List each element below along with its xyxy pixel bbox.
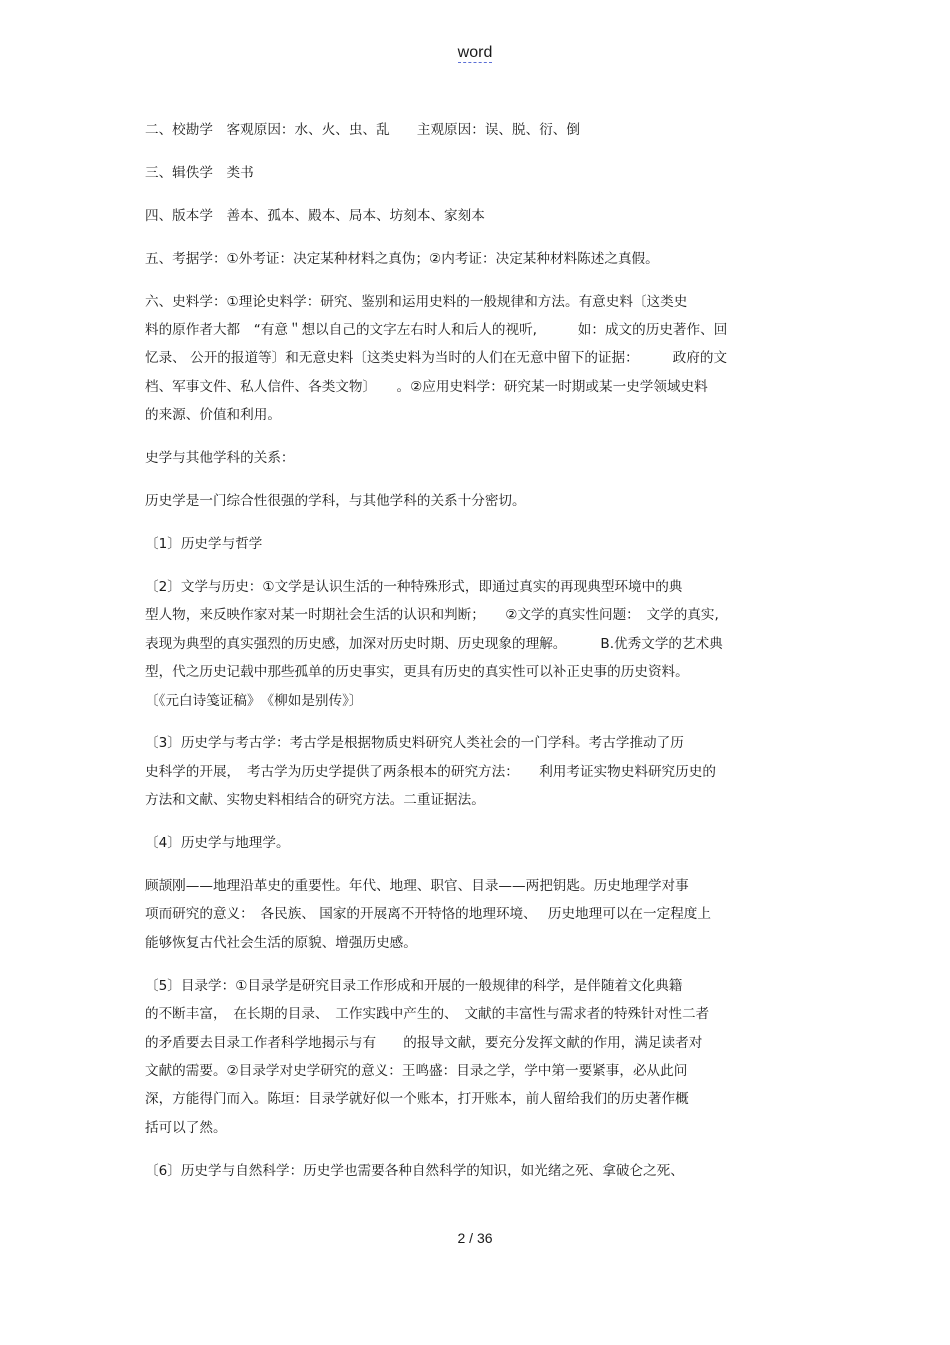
paragraph: [145, 729, 813, 814]
document-header: [0, 44, 950, 62]
paragraph: [145, 487, 813, 515]
text-line: 的不断丰富， 在长期的目录、 工作实践中产生的、 文献的丰富性与需求者的特殊针对性二者: [145, 1006, 710, 1023]
text-line: 三、辑佚学 类书: [145, 164, 254, 181]
text-line: 〔2〕文学与历史：①文学是认识生活的一种特殊形式，即通过真实的再现典型环境中的典: [145, 578, 683, 595]
text-line: 方法和文献、实物史料相结合的研究方法。二重证据法。: [145, 792, 485, 809]
paragraph: [145, 1157, 813, 1185]
text-line: 括可以了然。: [145, 1119, 227, 1136]
text-line: 的来源、价值和利用。: [145, 407, 281, 424]
text-line: 能够恢复古代社会生活的原貌、增强历史感。: [145, 934, 417, 951]
header-title: word: [457, 44, 493, 61]
text-line: 的矛盾要去目录工作者科学地揭示与有 的报导文献，要充分发挥文献的作用，满足读者对: [145, 1034, 703, 1051]
text-line: 〔1〕历史学与哲学: [145, 535, 263, 552]
text-line: 顾颉刚——地理沿革史的重要性。年代、地理、职官、目录——两把钥匙。历史地理学对事: [145, 878, 689, 895]
text-line: 文献的需要。②目录学对史学研究的意义：王鸣盛：目录之学，学中第一要紧事，必从此问: [145, 1062, 688, 1079]
text-line: 型人物，来反映作家对某一时期社会生活的认识和判断； ②文学的真实性问题： 文学的真实,: [145, 607, 719, 624]
paragraph: [145, 573, 813, 715]
paragraph: [145, 159, 813, 187]
text-line: 〔3〕历史学与考古学：考古学是根据物质史料研究人类社会的一门学科。考古学推动了历: [145, 735, 684, 752]
text-line: 五、考据学：①外考证：决定某种材料之真伪；②内考证：决定某种材料陈述之真假。: [145, 250, 659, 267]
text-line: 〔《元白诗笺证稿》 《柳如是别传》〕: [145, 692, 363, 709]
text-line: 史学与其他学科的关系：: [145, 450, 295, 467]
page-number: 2 / 36: [457, 1230, 493, 1246]
paragraph: [145, 444, 813, 472]
text-line: 二、校勘学 客观原因：水、火、虫、乱 主观原因：误、脱、衍、倒: [145, 122, 580, 138]
paragraph: [145, 972, 813, 1142]
text-line: 〔6〕历史学与自然科学：历史学也需要各种自然科学的知识，如光绪之死、拿破仑之死、: [145, 1162, 684, 1179]
text-line: 历史学是一门综合性很强的学科，与其他学科的关系十分密切。: [145, 493, 526, 510]
paragraph: [145, 288, 813, 430]
document-body: [145, 116, 813, 1200]
paragraph: [145, 245, 813, 273]
text-line: 深，方能得门而入。陈垣：目录学就好似一个账本，打开账本，前人留给我们的历史著作概: [145, 1091, 689, 1108]
text-line: 型，代之历史记载中那些孤单的历史事实，更具有历史的真实性可以补正史事的历史资料。: [145, 664, 689, 681]
text-line: 表现为典型的真实强烈的历史感，加深对历史时期、历史现象的理解。 B.优秀文学的艺术典: [145, 635, 723, 652]
text-line: 史科学的开展， 考古学为历史学提供了两条根本的研究方法： 利用考证实物史料研究历史的: [145, 763, 716, 780]
text-line: 忆录、 公开的报道等〕和无意史料〔这类史料为当时的人们在无意中留下的证据： 政府的文: [145, 350, 728, 367]
text-line: 项而研究的意义： 各民族、 国家的开展离不开特恪的地理环境、 历史地理可以在一定程度上: [145, 906, 711, 923]
paragraph: [145, 202, 813, 230]
paragraph: [145, 116, 813, 144]
text-line: 料的原作者大都 “有意＂想以自己的文字左右时人和后人的视听, 如：成文的历史著作、回: [145, 322, 728, 339]
paragraph: [145, 829, 813, 857]
text-line: 〔4〕历史学与地理学。: [145, 835, 290, 852]
text-line: 档、军事文件、私人信件、各类文物〕 。②应用史料学：研究某一时期或某一史学领域史料: [145, 378, 708, 395]
paragraph: [145, 530, 813, 558]
text-line: 〔5〕目录学：①目录学是研究目录工作形成和开展的一般规律的科学，是伴随着文化典籍: [145, 977, 683, 994]
text-line: 四、版本学 善本、孤本、殿本、局本、坊刻本、家刻本: [145, 207, 485, 224]
paragraph: [145, 872, 813, 957]
text-line: 六、史料学：①理论史料学：研究、鉴别和运用史料的一般规律和方法。有意史料〔这类史: [145, 293, 688, 310]
